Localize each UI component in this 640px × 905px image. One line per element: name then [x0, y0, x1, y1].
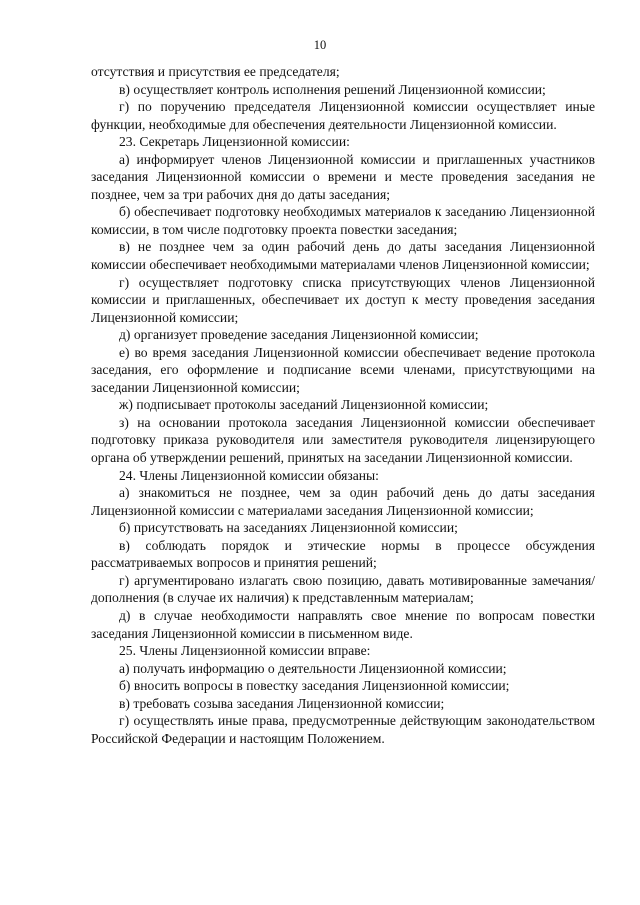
paragraph-23-e: е) во время заседания Лицензионной комиссии обеспечивает ведение протокола заседания, его оформление и подписание всеми членами, присутствующими на заседании Лицензионной комиссии; — [91, 344, 595, 395]
paragraph-section-23-heading: 23. Секретарь Лицензионной комиссии: — [119, 134, 350, 150]
paragraph-item-g-other-functions: г) по поручению председателя Лицензионной комиссии осуществляет иные функции, необходимые для обеспечения деятельности Лицензионной комиссии. — [91, 99, 595, 132]
paragraph-23-zh: ж) подписывает протоколы заседаний Лицензионной комиссии; — [119, 397, 489, 413]
paragraph-25-v: в) требовать созыва заседания Лицензионной комиссии; — [119, 695, 445, 711]
paragraph-23-z: з) на основании протокола заседания Лицензионной комиссии обеспечивает подготовку приказа руководителя или заместителя руководителя лицензирующего органа об утверждении решений, принятых на заседании Лицензионной комиссии. — [91, 414, 595, 466]
paragraph-item-v-control: в) осуществляет контроль исполнения решений Лицензионной комиссии; — [119, 81, 546, 97]
paragraph-24-b: б) присутствовать на заседаниях Лицензионной комиссии; — [119, 520, 458, 536]
paragraph-24-v: в) соблюдать порядок и этические нормы в процессе обсуждения рассматриваемых вопросов и принятия решений; — [91, 537, 595, 571]
paragraph-24-g: г) аргументировано излагать свою позицию, давать мотивированные замечания/дополнения (в случае их наличия) к представленным материалам; — [91, 572, 595, 606]
paragraph-23-d: д) организует проведение заседания Лицензионной комиссии; — [119, 327, 479, 343]
paragraph-25-g: г) осуществлять иные права, предусмотренные действующим законодательством Российской Федерации и настоящим Положением. — [91, 713, 595, 746]
paragraph-section-25-heading: 25. Члены Лицензионной комиссии вправе: — [119, 643, 371, 659]
page-number: 10 — [313, 38, 327, 52]
paragraph-continuation: отсутствия и присутствия ее председателя; — [91, 64, 340, 79]
paragraph-23-v: в) не позднее чем за один рабочий день до даты заседания Лицензионной комиссии обеспечивает необходимыми материалами членов Лицензионной комиссии; — [91, 239, 595, 273]
paragraph-23-a: а) информирует членов Лицензионной комиссии и приглашенных участников заседания Лицензионной комиссии о времени и месте проведения заседания не позднее, чем за три рабочих дня до даты заседания; — [91, 151, 595, 202]
paragraph-25-b: б) вносить вопросы в повестку заседания Лицензионной комиссии; — [119, 678, 510, 694]
paragraph-23-g: г) осуществляет подготовку списка присутствующих членов Лицензионной комиссии и приглашенных, обеспечивает их доступ к месту проведения заседания Лицензионной комиссии; — [91, 274, 595, 325]
paragraph-25-a: а) получать информацию о деятельности Лицензионной комиссии; — [119, 660, 507, 676]
paragraph-23-b: б) обеспечивает подготовку необходимых материалов к заседанию Лицензионной комиссии, в том числе подготовку проекта повестки заседания; — [91, 204, 595, 237]
document-body — [91, 63, 595, 747]
paragraph-section-24-heading: 24. Члены Лицензионной комиссии обязаны: — [119, 467, 379, 483]
paragraph-24-d: д) в случае необходимости направлять свое мнение по вопросам повестки заседания Лицензионной комиссии в письменном виде. — [91, 607, 595, 641]
paragraph-24-a: а) знакомиться не позднее, чем за один рабочий день до даты заседания Лицензионной комиссии с материалами заседания Лицензионной комиссии; — [91, 485, 595, 518]
